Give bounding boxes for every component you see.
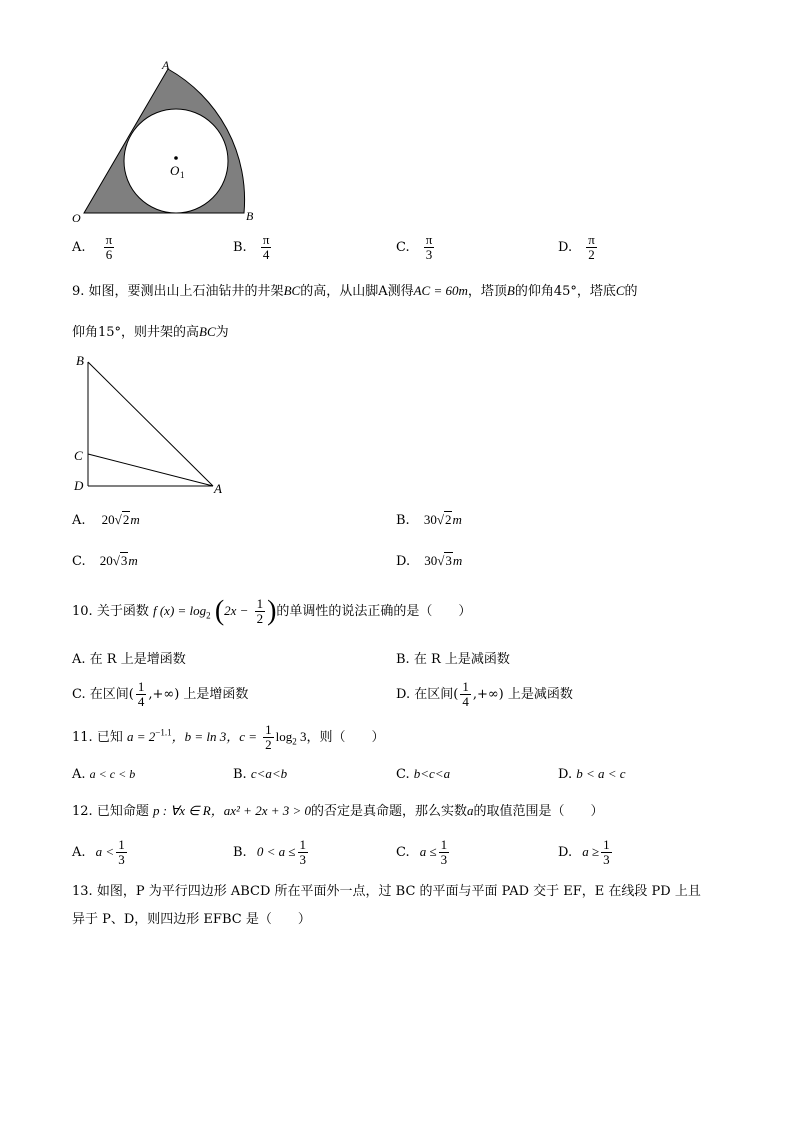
q12-option-c: C. a ≤ $\frac{1}{3}$ — [396, 837, 448, 867]
q9-option-a: A. 20√2m — [72, 512, 140, 528]
q10-option-c: C. 在区间( $\frac{1}{4}$ ,+∞) 上是增函数 — [72, 679, 249, 709]
q10-option-d: D. 在区间( $\frac{1}{4}$ ,+∞) 上是减函数 — [396, 679, 573, 709]
incircle-o1 — [124, 109, 228, 213]
label-D: D — [74, 478, 84, 493]
q8-option-d: D. $\frac{\pi}{2}$ — [558, 232, 595, 262]
q9-option-c: C. 20√3m — [72, 553, 138, 569]
label-O1-sub: 1 — [180, 170, 185, 180]
label-O1: O — [170, 163, 180, 178]
q11-option-d: D. b < a < c — [558, 766, 626, 782]
q10-stem: 10. 关于函数 f $(x) = \log_2 (2x$ − $\frac{1}{2}$ )的单调性的说法正确的是（ ） — [72, 595, 472, 627]
q12-option-b: B. 0 < a ≤ $\frac{1}{3}$ — [233, 837, 306, 867]
q8-option-b: B. $\frac{\pi}{4}$ — [233, 232, 270, 262]
label-C: C — [74, 448, 83, 463]
label-A: A — [214, 481, 222, 496]
q9-option-b: B. 30√2m — [396, 512, 462, 528]
q12-option-d: D. a ≥ $\frac{1}{3}$ — [558, 837, 610, 867]
q12-option-a: A. a < $\frac{1}{3}$ — [72, 837, 125, 867]
label-O: O — [72, 211, 81, 225]
q11-option-a: A. a < c < b — [72, 767, 136, 782]
figure-q8-triangle-incircle — [60, 55, 270, 230]
center-dot — [174, 156, 178, 160]
q13-stem-line2: 异于 P、D，则四边形 EFBC 是（ ） — [72, 912, 311, 927]
q9-stem-line2: 仰角15°，则井架的高BC为 — [72, 324, 229, 340]
label-B: B — [246, 209, 254, 223]
q10-option-a: A. 在 R 上是增函数 — [72, 652, 186, 667]
line-CA — [88, 454, 213, 486]
q9-option-d: D. 30√3m — [396, 553, 463, 569]
label-A: A — [162, 58, 170, 72]
q12-stem: 12. 已知命题 p : ∀x ∈ R，ax² + 2x + 3 > 0的否定是真命题，那么实数a的取值范围是（ ） — [72, 803, 604, 819]
q11-stem: 11. 已知 $a = 2^{-1.1}$，b = ln 3，c = $\frac{1}{2}$ $\log_2 3$，则（ ） — [72, 722, 385, 752]
q11-option-b: B. c<a<b — [233, 766, 288, 782]
q8-option-c: C. $\frac{\pi}{3}$ — [396, 232, 433, 262]
figure-q9-tower — [70, 352, 230, 497]
q9-stem-line1: 9. 如图，要测出山上石油钻井的井架BC的高，从山脚A测得AC = 60m，塔顶B的仰角45°，塔底C的 — [72, 283, 638, 299]
q13-stem-line1: 13. 如图，P 为平行四边形 ABCD 所在平面外一点，过 BC 的平面与平面 PAD 交于 EF，E 在线段 PD 上且 — [72, 884, 701, 899]
q11-option-c: C. b<c<a — [396, 766, 451, 782]
line-BA — [88, 362, 213, 486]
q10-option-b: B. 在 R 上是减函数 — [396, 652, 510, 667]
q8-option-a: A. $\frac{\pi}{6}$ — [72, 232, 113, 262]
label-B: B — [76, 353, 84, 368]
